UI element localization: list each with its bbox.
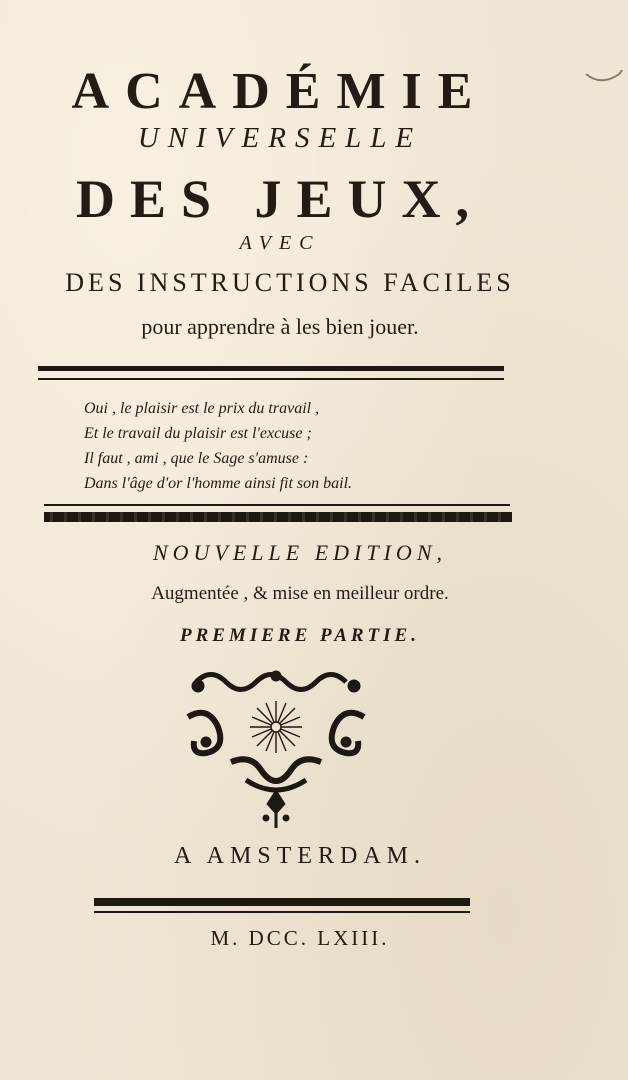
rule-middle-thin (44, 504, 510, 506)
title-line-avec: AVEC (239, 232, 321, 254)
epigraph-line: Et le travail du plaisir est l'excuse ; (84, 425, 312, 442)
title-line-universelle: UNIVERSELLE (137, 122, 423, 154)
printer-fleuron-ornament-icon (176, 662, 376, 832)
epigraph-line: Oui , le plaisir est le prix du travail , (84, 400, 320, 417)
title-line-instructions: DES INSTRUCTIONS FACILES (65, 268, 515, 297)
edition-note: Augmentée , & mise en meilleur ordre. (151, 583, 449, 604)
rule-lower-thick (94, 898, 470, 906)
epigraph (84, 396, 352, 496)
epigraph-line: Il faut , ami , que le Sage s'amuse : (84, 450, 309, 467)
imprint-date: M. DCC. LXIII. (210, 926, 390, 950)
rule-lower-thin (94, 911, 470, 913)
epigraph-line: Dans l'âge d'or l'homme ainsi fit son bail. (84, 475, 353, 492)
edition-name: NOUVELLE EDITION, (152, 540, 447, 565)
title-line-des-jeux: DES JEUX, (75, 169, 485, 229)
rule-middle-thick (44, 512, 512, 522)
rule-upper-thick (38, 366, 504, 371)
paper-mark (584, 66, 624, 88)
rule-upper-thin (38, 378, 504, 380)
title-line-apprendre: pour apprendre à les bien jouer. (141, 314, 419, 339)
edition-part: PREMIERE PARTIE. (180, 625, 420, 646)
title-line-academie: ACADÉMIE (71, 63, 489, 120)
imprint-place: A AMSTERDAM. (173, 843, 427, 869)
